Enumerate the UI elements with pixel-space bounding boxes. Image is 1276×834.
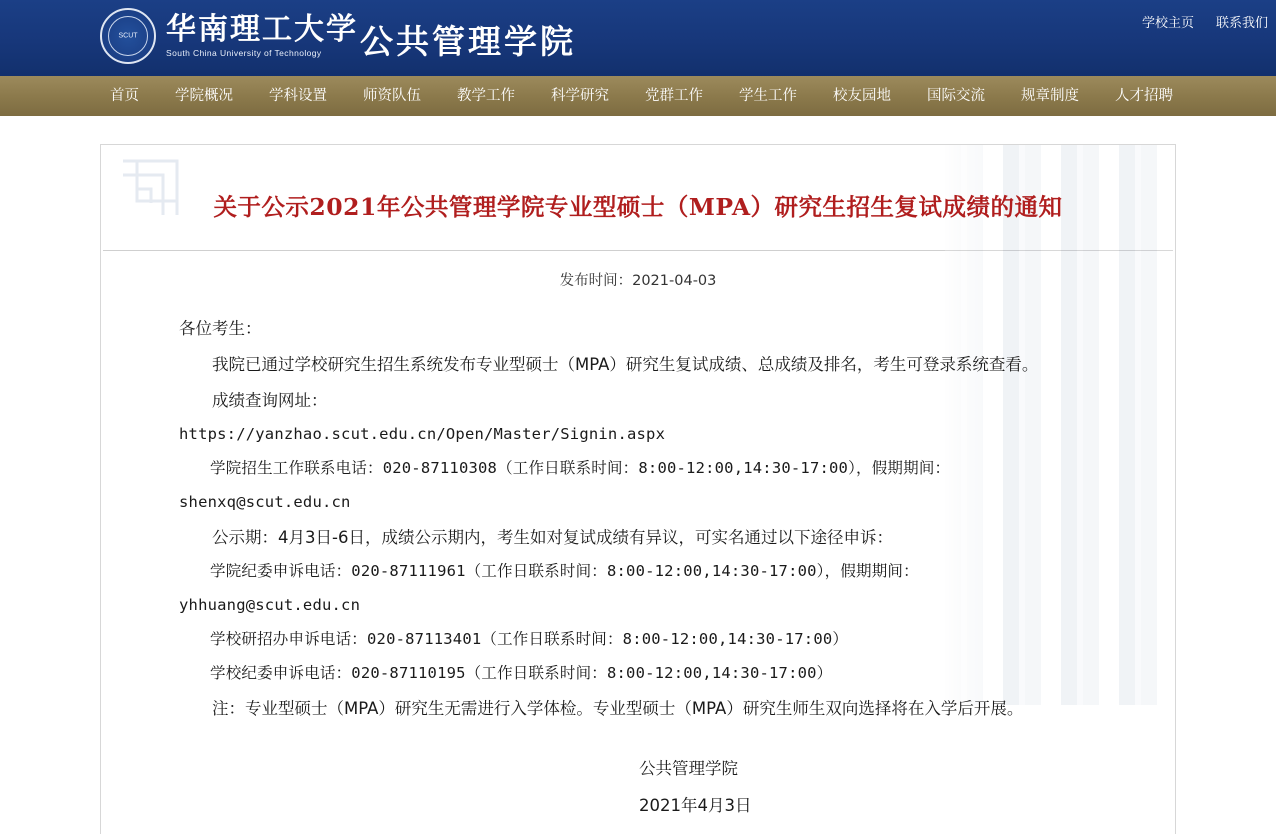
nav-item-alumni[interactable]: 校友园地: [833, 88, 891, 104]
nav-item-home[interactable]: 首页: [110, 88, 139, 104]
main-navigation: [0, 76, 1276, 116]
nav-item-disciplines[interactable]: 学科设置: [269, 88, 327, 104]
top-link-home[interactable]: 学校主页: [1141, 15, 1194, 30]
salutation: 各位考生：: [179, 318, 262, 338]
signature-block: [179, 751, 1097, 824]
top-link-contact[interactable]: 联系我们: [1215, 15, 1268, 30]
signature-org: 公共管理学院: [639, 759, 738, 779]
banner-inner: [0, 0, 1276, 76]
article-card: [100, 144, 1176, 834]
nav-item-recruitment[interactable]: 人才招聘: [1115, 88, 1173, 104]
nav-item-list: [0, 76, 1191, 116]
publish-time: 发布时间：2021-04-03: [559, 272, 717, 289]
university-logo[interactable]: [100, 8, 358, 64]
paragraph-url-label: 成绩查询网址：: [212, 390, 328, 410]
college-contact-email[interactable]: shenxq@scut.edu.cn: [179, 492, 351, 511]
college-name: 公共管理学院: [360, 22, 576, 61]
site-banner: [0, 0, 1276, 76]
nav-item-teaching[interactable]: 教学工作: [457, 88, 515, 104]
university-name-en: South China University of Technology: [166, 47, 322, 58]
article-body: [179, 312, 1097, 824]
page-body: [0, 116, 1276, 834]
nav-item-faculty[interactable]: 师资队伍: [363, 88, 421, 104]
note-line: 注：专业型硕士（MPA）研究生无需进行入学体检。专业型硕士（MPA）研究生师生双向选择将在入学后开展。: [212, 698, 1024, 718]
university-seal-icon: [100, 8, 156, 64]
university-name-block: [166, 14, 358, 58]
college-discipline-appeal-email[interactable]: yhhuang@scut.edu.cn: [179, 596, 361, 615]
nav-item-student-affairs[interactable]: 学生工作: [739, 88, 797, 104]
top-link-list: [1142, 12, 1276, 31]
university-name-cn: 华南理工大学: [166, 12, 358, 48]
nav-item-party-work[interactable]: 党群工作: [645, 88, 703, 104]
seal-label: SCUT: [118, 32, 138, 40]
notice-period: 公示期：4月3日-6日，成绩公示期内，考生如对复试成绩有异议，可实名通过以下途径申诉：: [212, 527, 893, 547]
signature-date: 2021年4月3日: [639, 795, 752, 815]
graduate-office-appeal-line: 学校研招办申诉电话：020-87113401（工作日联系时间：8:00-12:00,14:30-17:00）: [210, 629, 849, 648]
nav-item-overview[interactable]: 学院概况: [175, 88, 233, 104]
nav-item-research[interactable]: 科学研究: [551, 88, 609, 104]
title-divider: [103, 250, 1173, 251]
college-contact-line: 学院招生工作联系电话：020-87110308（工作日联系时间：8:00-12:00,14:30-17:00），假期期间：: [210, 459, 951, 478]
page-title: 关于公示2021年公共管理学院专业型硕士（MPA）研究生招生复试成绩的通知: [213, 193, 1063, 221]
nav-item-international[interactable]: 国际交流: [927, 88, 985, 104]
paragraph-intro: 我院已通过学校研究生招生系统发布专业型硕士（MPA）研究生复试成绩、总成绩及排名，考生可登录系统查看。: [212, 354, 1039, 374]
university-discipline-appeal-line: 学校纪委申诉电话：020-87110195（工作日联系时间：8:00-12:00,14:30-17:00）: [210, 663, 833, 682]
college-discipline-appeal-line: 学院纪委申诉电话：020-87111961（工作日联系时间：8:00-12:00,14:30-17:00），假期期间：: [210, 562, 919, 581]
result-query-url[interactable]: https://yanzhao.scut.edu.cn/Open/Master/Signin.aspx: [179, 425, 666, 444]
nav-item-regulations[interactable]: 规章制度: [1021, 88, 1079, 104]
